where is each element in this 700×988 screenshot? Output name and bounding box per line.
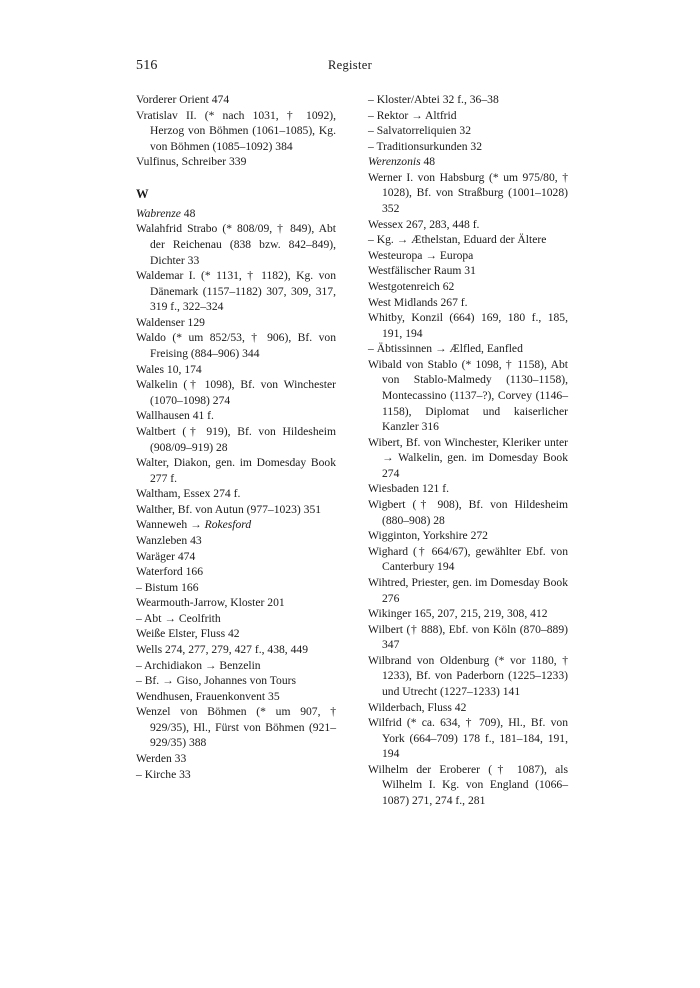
index-entry: Wilderbach, Fluss 42 [368, 700, 467, 714]
index-entry: Wearmouth-Jarrow, Kloster 201 [136, 596, 285, 610]
index-entry: – Äbtissinnen → Ælfled, Eanfled [368, 342, 523, 356]
index-entry: Walkelin († 1098), Bf. von Winchester (1070–1098) 274 [136, 378, 336, 407]
index-entry: Waterford 166 [136, 565, 203, 579]
index-entry: Wibald von Stablo (* 1098, † 1158), Abt von Stablo-Malmedy (1130–1158), Montecassino (1137–?), Corvey (1146–1158), Diplomat und kaiserlicher Kanzler 316 [368, 357, 568, 434]
index-entry: Werenzonis 48 [368, 155, 436, 169]
page-header [136, 58, 564, 76]
index-entry: Vulfinus, Schreiber 339 [136, 155, 247, 169]
index-entry: – Archidiakon → Benzelin [136, 658, 261, 672]
index-entry: – Kg. → Æthelstan, Eduard der Ältere [368, 233, 547, 247]
index-entry: Wigginton, Yorkshire 272 [368, 529, 488, 543]
index-entry: Waldemar I. (* 1131, † 1182), Kg. von Dänemark (1157–1182) 307, 309, 317, 319 f., 322–324 [136, 269, 336, 314]
index-column-left [136, 92, 336, 809]
index-entry: – Kloster/Abtei 32 f., 36–38 [368, 93, 499, 106]
italic-headword: Werenzonis [368, 155, 421, 169]
index-entry: Waräger 474 [136, 549, 196, 563]
index-entry: Wales 10, 174 [136, 362, 202, 376]
index-entry: Wenzel von Böhmen (* um 907, † 929/35), Hl., Fürst von Böhmen (921–929/35) 388 [136, 705, 336, 750]
index-entry: Wendhusen, Frauenkonvent 35 [136, 689, 280, 703]
index-entry: Wells 274, 277, 279, 427 f., 438, 449 [136, 643, 308, 657]
index-entry: Weiße Elster, Fluss 42 [136, 627, 240, 641]
index-entry: – Bistum 166 [136, 580, 199, 594]
index-entry: Wallhausen 41 f. [136, 409, 214, 423]
index-entry: Westfälischer Raum 31 [368, 264, 476, 278]
index-entry: Waltham, Essex 274 f. [136, 487, 241, 501]
index-entry: Westeuropa → Europa [368, 248, 474, 262]
index-entry: – Rektor → Altfrid [368, 108, 457, 122]
index-entry: Wilbrand von Oldenburg (* vor 1180, † 1233), Bf. von Paderborn (1225–1233) und Utrecht (1227–1233) 141 [368, 653, 568, 698]
index-entry: Wigbert († 908), Bf. von Hildesheim (880–908) 28 [368, 498, 568, 527]
index-entry: Wibert, Bf. von Winchester, Kleriker unter → Walkelin, gen. im Domesday Book 274 [368, 435, 568, 480]
index-entry: Waltbert († 919), Bf. von Hildesheim (908/09–919) 28 [136, 424, 336, 454]
index-entry: Werden 33 [136, 752, 187, 766]
index-entry: Wiesbaden 121 f. [368, 482, 449, 496]
index-entry: Wanzleben 43 [136, 533, 202, 547]
index-entry: Westgotenreich 62 [368, 279, 455, 293]
index-entry: Walter, Diakon, gen. im Domesday Book 277 f. [136, 456, 336, 485]
index-entry: Werner I. von Habsburg (* um 975/80, † 1028), Bf. von Straßburg (1001–1028) 352 [368, 170, 568, 216]
folio-number: 516 [136, 58, 158, 73]
index-entry: Wabrenze 48 [136, 206, 196, 220]
index-entry: Wihtred, Priester, gen. im Domesday Book 276 [368, 575, 568, 605]
index-entry: Wighard († 664/67), gewählter Ebf. von Canterbury 194 [368, 544, 568, 574]
index-entry: – Salvatorreliquien 32 [368, 124, 472, 138]
italic-crossref: Rokesford [204, 518, 252, 532]
running-title: Register [327, 58, 373, 72]
index-entry: – Traditionsurkunden 32 [368, 139, 483, 153]
index-entry: Wilbert († 888), Ebf. von Köln (870–889) 347 [368, 622, 568, 652]
index-letter-heading: W [136, 186, 149, 201]
index-entry: Waldenser 129 [136, 315, 205, 329]
index-entry: Wilfrid (* ca. 634, † 709), Hl., Bf. von York (664–709) 178 f., 181–184, 191, 194 [368, 716, 568, 761]
index-entry: – Kirche 33 [136, 767, 191, 781]
index-entry: Walther, Bf. von Autun (977–1023) 351 [136, 502, 322, 516]
index-entry: Wanneweh → Rokesford [136, 518, 252, 532]
index-entry: Waldo (* um 852/53, † 906), Bf. von Freising (884–906) 344 [136, 331, 336, 361]
italic-headword: Wabrenze [136, 206, 181, 220]
index-entry: Walahfrid Strabo (* 808/09, † 849), Abt der Reichenau (838 bzw. 842–849), Dichter 33 [136, 222, 336, 267]
index-entry: Vorderer Orient 474 [136, 93, 230, 106]
index-entry: Whitby, Konzil (664) 169, 180 f., 185, 191, 194 [368, 311, 568, 340]
index-columns [136, 92, 568, 809]
index-entry: Wikinger 165, 207, 215, 219, 308, 412 [368, 607, 548, 621]
index-entry: – Abt → Ceolfrith [136, 611, 221, 625]
index-entry: – Bf. → Giso, Johannes von Tours [136, 674, 296, 688]
index-entry: Vratislav II. (* nach 1031, † 1092), Herzog von Böhmen (1061–1085), Kg. von Böhmen (1085–1092) 384 [136, 108, 336, 153]
index-column-right [368, 92, 568, 809]
index-entry: Wessex 267, 283, 448 f. [368, 217, 480, 231]
index-entry: West Midlands 267 f. [368, 295, 468, 309]
index-entry: Wilhelm der Eroberer († 1087), als Wilhelm I. Kg. von England (1066–1087) 271, 274 f., 281 [368, 762, 568, 808]
